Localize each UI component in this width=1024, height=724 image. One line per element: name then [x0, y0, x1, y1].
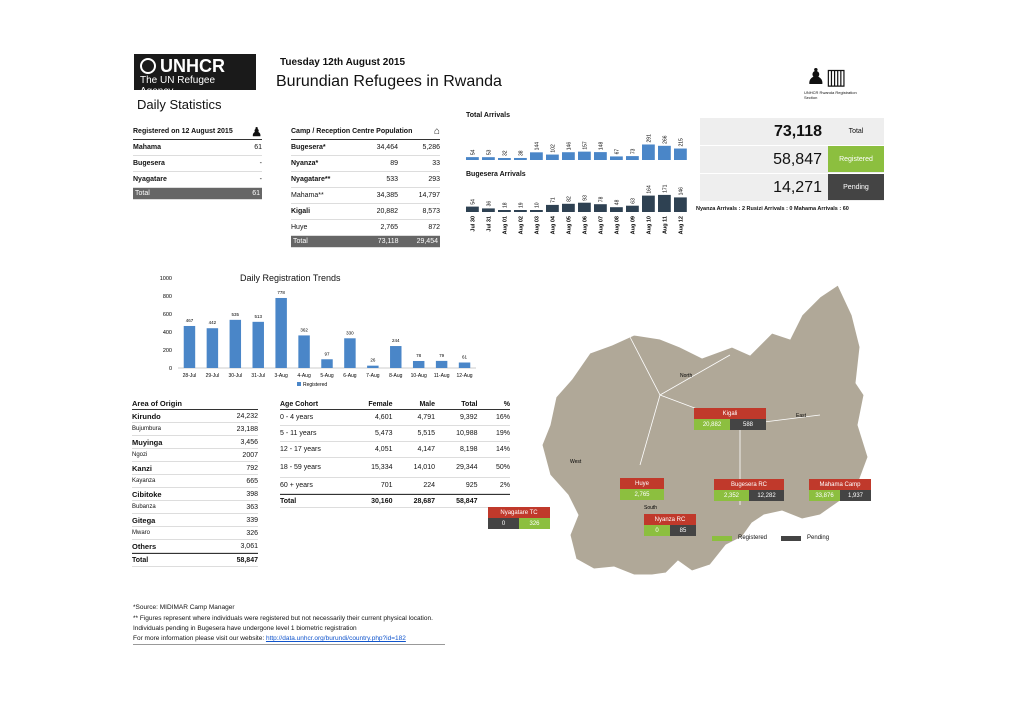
pending-label: Pending [828, 174, 884, 200]
total-arrivals-label: 144 [534, 141, 541, 151]
bar-value-label: 467 [185, 317, 194, 323]
camp-table-header: Camp / Reception Centre Population [291, 128, 413, 135]
x-tick-label: 8-Aug [389, 373, 403, 379]
bar-value-label: 330 [346, 330, 354, 336]
camp-population-table [291, 124, 440, 248]
registered-label: Registered [828, 146, 884, 172]
bugesera-arrivals-label: 63 [630, 198, 637, 204]
origin-name: Ngozi [132, 452, 148, 458]
total-arrivals-label: 53 [486, 149, 493, 156]
total-arrivals-bar [610, 156, 623, 160]
origin-value: 339 [246, 516, 258, 524]
legend-registered-label: Registered [738, 535, 768, 541]
bugesera-arrivals-title: Bugesera Arrivals [466, 171, 526, 178]
date-tick-label: Jul 30 [470, 216, 477, 232]
date-tick-label: Jul 31 [486, 216, 493, 232]
bugesera-arrivals-bar [514, 210, 527, 212]
table-cell: 10,988 [456, 430, 478, 437]
camp-pending: 8,573 [422, 208, 440, 215]
legend-pending-swatch [781, 536, 801, 541]
page-subtitle: Daily Statistics [137, 97, 222, 112]
bar-value-label: 61 [462, 354, 468, 360]
unhcr-logo [134, 54, 256, 97]
table-cell: 5 - 11 years [280, 430, 317, 437]
unhcr-globe-icon [140, 58, 156, 74]
camp-pending: 293 [428, 176, 440, 183]
column-header: Male [419, 400, 435, 408]
date-tick-label: Aug 07 [598, 216, 605, 235]
map-legend [712, 535, 829, 541]
table-cell: 4,791 [417, 414, 435, 421]
svg-text:North: North [680, 373, 693, 379]
camp-registered: 34,464 [376, 144, 398, 151]
bar-value-label: 778 [277, 289, 285, 295]
tent-icon: ⌂ [433, 126, 440, 137]
total-arrivals-label: 54 [470, 149, 477, 156]
camp-registered: 20,882 [376, 208, 398, 215]
table-cell: 16% [495, 414, 510, 421]
table-row [280, 478, 510, 494]
bugesera-arrivals-label: 146 [678, 187, 685, 196]
table-row [132, 449, 258, 462]
total-arrivals-bar [578, 152, 591, 160]
bar-value-label: 78 [416, 352, 422, 358]
camp-name: Kigali [291, 208, 311, 215]
origin-value: 24,232 [236, 412, 258, 420]
table-row [291, 156, 440, 172]
y-tick-label: 800 [162, 294, 172, 300]
bugesera-arrivals-label: 71 [550, 197, 557, 203]
registration-bar [230, 320, 241, 368]
total-arrivals-label: 32 [502, 150, 509, 156]
column-header: Female [368, 400, 393, 408]
table-row: Bugesera - [133, 156, 262, 172]
bar-value-label: 244 [392, 338, 400, 344]
map-box-huye: Huye 2,765 [620, 478, 664, 500]
bugesera-arrivals-bar [578, 203, 591, 212]
registration-trends-chart [140, 270, 480, 392]
x-tick-label: 29-Jul [205, 373, 220, 379]
total-arrivals-bar [546, 155, 559, 160]
person-icon: ♟ [251, 124, 262, 139]
table-row [132, 475, 258, 488]
bugesera-arrivals-label: 164 [646, 185, 653, 194]
x-tick-label: 7-Aug [366, 373, 380, 379]
camp-name: Nyanza* [291, 160, 319, 167]
x-tick-label: 31-Jul [251, 373, 266, 379]
date-tick-label: Aug 01 [502, 216, 509, 235]
registration-bar [344, 338, 355, 368]
table-cell: 4,601 [374, 414, 393, 421]
registration-bar [390, 346, 401, 368]
origin-value: 3,061 [240, 542, 258, 550]
logo-main-text: UNHCR [160, 56, 225, 76]
table-row [132, 540, 258, 553]
total-arrivals-bar [626, 156, 639, 160]
camp-pending: 872 [428, 224, 440, 231]
footer-source: *Source: MIDIMAR Camp Manager [133, 604, 235, 611]
origin-name: Kayanza [132, 478, 156, 484]
x-tick-label: 6-Aug [343, 373, 357, 379]
table-row [280, 426, 510, 442]
table-cell: 4,147 [417, 446, 435, 453]
map-land [542, 285, 868, 575]
date-tick-label: Aug 11 [662, 216, 669, 235]
logo-sub-text: The UN Refugee Agency [140, 75, 216, 97]
total-arrivals-bar [482, 157, 495, 160]
table-cell: 5,515 [417, 430, 435, 437]
y-tick-label: 600 [162, 312, 172, 318]
report-date: Tuesday 12th August 2015 [280, 57, 406, 68]
table-total-row [280, 494, 510, 508]
totals-box [700, 118, 884, 201]
table-cell: 15,334 [371, 464, 393, 471]
table-total-row: Total 73,118 29,454 [291, 236, 440, 248]
column-header: Age Cohort [280, 400, 319, 408]
date-tick-label: Aug 03 [534, 216, 541, 235]
age-table-header [280, 399, 510, 410]
bar-value-label: 535 [231, 311, 240, 317]
table-cell: 30,160 [371, 497, 393, 505]
table-row [132, 462, 258, 475]
bugesera-arrivals-label: 54 [470, 199, 477, 205]
origin-name: Cibitoke [132, 489, 162, 499]
table-row [291, 204, 440, 220]
table-cell: Total [280, 497, 297, 505]
total-arrivals-title: Total Arrivals [466, 112, 510, 119]
origin-value: 2007 [242, 451, 258, 459]
origin-value: 3,456 [240, 438, 258, 446]
footer-more-info: For more information please visit our website: http://data.unhcr.org/burundi/country.php?id=182 [133, 635, 445, 645]
date-tick-label: Aug 04 [550, 216, 557, 235]
bugesera-arrivals-label: 10 [534, 202, 541, 208]
bugesera-arrivals-bar [610, 207, 623, 212]
table-row: Nyagatare - [133, 172, 262, 188]
table-row [280, 410, 510, 426]
bugesera-arrivals-label: 19 [518, 202, 525, 208]
registration-bar [275, 298, 286, 368]
origin-value: 363 [246, 503, 258, 511]
origin-value: 398 [246, 490, 258, 498]
table-row [132, 527, 258, 540]
registration-bar [184, 326, 195, 368]
origin-name: Muyinga [132, 437, 163, 447]
total-arrivals-bar [658, 146, 671, 160]
bar-value-label: 362 [300, 327, 308, 333]
arrivals-note: Nyanza Arrivals : 2 Rusizi Arrivals : 0 Mahama Arrivals : 60 [696, 206, 849, 212]
x-tick-label: 5-Aug [320, 373, 334, 379]
table-cell: 14% [495, 446, 510, 453]
svg-text:East: East [796, 413, 807, 419]
total-arrivals-label: 67 [614, 148, 621, 155]
bugesera-arrivals-bar [546, 205, 559, 212]
date-tick-label: Aug 05 [566, 216, 573, 235]
table-row: Mahama 61 [133, 140, 262, 156]
table-cell: 19% [495, 430, 510, 437]
table-row [291, 188, 440, 204]
origin-table [132, 398, 258, 567]
bugesera-arrivals-bar [658, 195, 671, 212]
page-title: Burundian Refugees in Rwanda [276, 73, 502, 90]
table-row [280, 458, 510, 478]
table-row [291, 220, 440, 236]
y-tick-label: 200 [162, 348, 172, 354]
total-arrivals-label: 148 [598, 141, 605, 151]
total-arrivals-bar [466, 157, 479, 160]
table-row [132, 436, 258, 449]
x-tick-label: 11-Aug [433, 373, 450, 379]
x-tick-label: 12-Aug [456, 373, 473, 379]
total-arrivals-label: 73 [630, 148, 637, 155]
age-cohort-table [280, 399, 510, 508]
map-box-nyanza: Nyanza RC 0 85 [644, 514, 696, 536]
origin-value: 792 [246, 464, 258, 472]
bugesera-arrivals-label: 82 [566, 196, 573, 202]
camp-registered: 533 [386, 176, 398, 183]
total-arrivals-bar [674, 149, 687, 160]
origin-name: Mwaro [132, 530, 151, 536]
origin-name: Others [132, 541, 157, 551]
bar-value-label: 442 [208, 320, 217, 326]
column-header: % [503, 400, 510, 408]
registered-value: 58,847 [773, 151, 822, 168]
map-box-nyagatare: Nyagatare TC 0 326 [488, 507, 550, 529]
bugesera-arrivals-label: 171 [662, 184, 669, 193]
camp-pending: 33 [432, 160, 440, 167]
bugesera-arrivals-bar [562, 204, 575, 212]
total-label: Total [828, 118, 884, 144]
x-tick-label: 30-Jul [228, 373, 243, 379]
icon-caption: UNHCR Rwanda Registration Section [804, 90, 857, 100]
total-arrivals-label: 291 [646, 134, 653, 143]
date-tick-label: Aug 12 [678, 216, 685, 235]
bugesera-arrivals-bar [466, 207, 479, 212]
trends-chart-title: Daily Registration Trends [240, 273, 341, 283]
bar-value-label: 513 [254, 313, 262, 319]
registered-table-header: Registered on 12 August 2015 [133, 128, 233, 135]
registration-bar [367, 366, 378, 368]
origin-name: Bubanza [132, 504, 156, 510]
x-tick-label: 28-Jul [182, 373, 197, 379]
x-tick-label: 10-Aug [410, 373, 427, 379]
legend-registered-swatch [712, 536, 732, 541]
map-box-kigali: Kigali 20,882 588 [694, 408, 766, 430]
table-cell: 29,344 [456, 464, 478, 471]
table-cell: 701 [380, 482, 393, 489]
origin-name: Kirundo [132, 411, 161, 421]
table-cell: 12 - 17 years [280, 446, 321, 453]
total-arrivals-bar [514, 158, 527, 160]
camp-name: Bugesera* [291, 144, 326, 151]
total-arrivals-bar [530, 152, 543, 160]
svg-text:South: South [644, 505, 658, 511]
legend-pending-label: Pending [807, 535, 830, 541]
table-cell: 4,051 [374, 446, 393, 453]
bugesera-arrivals-label: 78 [598, 196, 605, 203]
camp-name: Mahama** [291, 192, 324, 199]
origin-name: Gitega [132, 515, 156, 525]
people-icon: ♟▥ [806, 64, 847, 89]
origin-name: Bujumbura [132, 426, 162, 432]
table-row [132, 514, 258, 527]
x-tick-label: 3-Aug [274, 373, 288, 379]
total-arrivals-label: 146 [566, 141, 573, 151]
pending-value: 14,271 [773, 179, 822, 196]
date-tick-label: Aug 08 [614, 216, 621, 235]
camp-pending: 14,797 [418, 192, 440, 199]
table-cell: 60 + years [280, 482, 313, 489]
registration-bar [413, 361, 424, 368]
table-total-row: Total 58,847 [132, 553, 258, 567]
column-header: Total [461, 400, 478, 408]
registration-bar [207, 328, 218, 368]
origin-name: Kanzi [132, 463, 153, 473]
bugesera-arrivals-bar [674, 197, 687, 212]
total-value: 73,118 [773, 123, 822, 140]
bar-value-label: 97 [324, 351, 330, 357]
map-box-bugesera: Bugesera RC 2,352 12,282 [714, 479, 784, 501]
footer-note-2: Individuals pending in Bugesera have undergone level 1 biometric registration [133, 625, 357, 632]
registration-bar [253, 322, 264, 368]
bugesera-arrivals-bar [482, 208, 495, 212]
total-arrivals-bar [562, 152, 575, 160]
registration-bar [321, 359, 332, 368]
registered-table [133, 124, 262, 200]
origin-value: 326 [246, 529, 258, 537]
table-row [291, 140, 440, 156]
arrivals-chart [462, 120, 690, 262]
camp-name: Huye [291, 224, 308, 231]
footer-link[interactable]: http://data.unhcr.org/burundi/country.php?id=182 [265, 635, 406, 642]
bugesera-arrivals-label: 48 [614, 199, 621, 206]
date-tick-label: Aug 06 [582, 216, 589, 235]
table-cell: 5,473 [374, 430, 393, 437]
origin-value: 23,188 [236, 425, 258, 433]
table-cell: 224 [423, 482, 435, 489]
total-arrivals-label: 215 [678, 138, 685, 147]
total-arrivals-label: 102 [550, 144, 557, 153]
camp-name: Nyagatare** [291, 176, 331, 183]
bugesera-arrivals-label: 93 [582, 195, 589, 201]
total-arrivals-label: 157 [582, 141, 589, 150]
bar-value-label: 26 [370, 357, 376, 363]
y-tick-label: 0 [168, 366, 172, 372]
total-arrivals-bar [594, 152, 607, 160]
total-arrivals-label: 38 [518, 150, 525, 156]
table-cell: 58,847 [456, 497, 478, 505]
table-total-row: Total 61 [133, 188, 262, 200]
y-tick-label: 1000 [159, 276, 172, 282]
table-cell: 0 - 4 years [280, 414, 314, 421]
x-tick-label: 4-Aug [297, 373, 311, 379]
bugesera-arrivals-bar [594, 204, 607, 212]
bugesera-arrivals-bar [642, 196, 655, 212]
camp-registered: 2,765 [380, 224, 398, 231]
table-cell: 8,198 [459, 446, 478, 453]
table-cell: 18 - 59 years [280, 464, 321, 471]
total-arrivals-label: 266 [662, 135, 669, 144]
camp-registered: 89 [390, 160, 398, 167]
registration-bar [436, 361, 447, 368]
bugesera-arrivals-bar [498, 210, 511, 212]
origin-value: 665 [246, 477, 258, 485]
bar-value-label: 79 [439, 352, 445, 358]
table-row [132, 501, 258, 514]
total-arrivals-bar [498, 158, 511, 160]
bugesera-arrivals-label: 18 [502, 202, 509, 208]
date-tick-label: Aug 09 [630, 216, 637, 235]
date-tick-label: Aug 02 [518, 216, 525, 235]
legend-swatch [297, 382, 301, 386]
bugesera-arrivals-bar [626, 206, 639, 212]
table-row [291, 172, 440, 188]
table-cell: 2% [499, 482, 510, 489]
table-cell: 14,010 [413, 464, 435, 471]
registration-bar [298, 335, 309, 368]
date-tick-label: Aug 10 [646, 216, 653, 235]
table-row [132, 423, 258, 436]
origin-table-header: Area of Origin [132, 398, 258, 410]
table-cell: 50% [495, 464, 510, 471]
table-row [280, 442, 510, 458]
table-cell: 28,687 [413, 497, 435, 505]
registration-bar [459, 363, 470, 368]
legend-label: Registered [303, 382, 328, 388]
table-cell: 925 [465, 482, 478, 489]
bugesera-arrivals-bar [530, 210, 543, 212]
camp-pending: 5,286 [422, 144, 440, 151]
total-arrivals-bar [642, 144, 655, 160]
table-row [132, 410, 258, 423]
y-tick-label: 400 [162, 330, 172, 336]
map-box-mahama: Mahama Camp 33,876 1,937 [809, 479, 871, 501]
table-cell: 9,392 [459, 414, 478, 421]
svg-text:West: West [570, 459, 582, 465]
bugesera-arrivals-label: 36 [486, 200, 493, 207]
camp-registered: 34,385 [376, 192, 398, 199]
table-row [132, 488, 258, 501]
footer-note-1: ** Figures represent where individuals were registered but not necessarily their current physical location. [133, 615, 433, 622]
